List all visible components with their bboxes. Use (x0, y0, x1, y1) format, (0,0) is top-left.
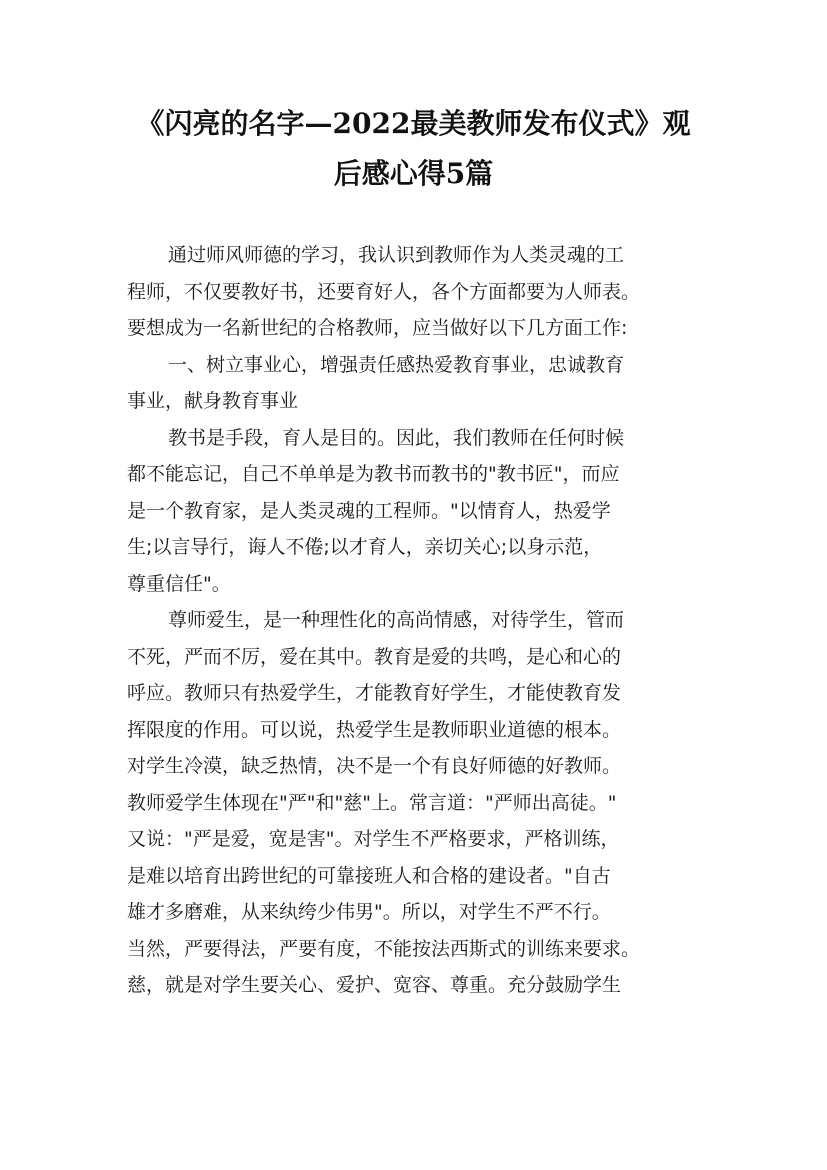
title-line-1: 《闪亮的名字—2022最美教师发布仪式》观 (136, 107, 691, 140)
body-text-line: 呼应。教师只有热爱学生，才能教育好学生，才能使教育发 (127, 682, 622, 704)
body-text-line: 生;以言导行，诲人不倦;以才育人，亲切关心;以身示范， (127, 536, 603, 558)
body-text-line: 挥限度的作用。可以说，热爱学生是教师职业道德的根本。 (127, 718, 622, 741)
body-text-line: 尊师爱生，是一种理性化的高尚情感，对待学生，管而 (168, 609, 625, 631)
body-text-line: 通过师风师德的学习，我认识到教师作为人类灵魂的工 (168, 244, 625, 266)
title-line-2: 后感心得5篇 (333, 157, 494, 190)
body-text-line: 要想成为一名新世纪的合格教师，应当做好以下几方面工作: (127, 317, 628, 339)
body-text-line: 教书是手段，育人是目的。因此，我们教师在任何时候 (168, 426, 625, 449)
body-text-line: 教师爱学生体现在"严"和"慈"上。常言道："严师出高徒。" (127, 791, 617, 814)
body-text-line: 程师，不仅要教好书，还要育好人，各个方面都要为人师表。 (127, 280, 641, 303)
body-text-line: 事业，献身教育事业 (127, 390, 299, 412)
body-text-line: 当然，严要得法，严要有度，不能按法西斯式的训练来要求。 (127, 937, 641, 960)
body-text-line: 尊重信任"。 (127, 572, 231, 595)
body-text-line: 又说："严是爱，宽是害"。对学生不严格要求，严格训练， (127, 828, 620, 850)
body-text-line: 是一个教育家，是人类灵魂的工程师。"以情育人，热爱学 (127, 499, 611, 522)
body-text-line: 慈，就是对学生要关心、爱护、宽容、尊重。充分鼓励学生 (127, 974, 622, 996)
document-body (127, 237, 707, 1004)
body-text-line: 对学生冷漠，缺乏热情，决不是一个有良好师德的好教师。 (127, 755, 622, 777)
body-text-line: 一、树立事业心，增强责任感热爱教育事业，忠诚教育 (168, 353, 625, 376)
body-text-line: 雄才多磨难，从来纨绔少伟男"。所以，对学生不严不行。 (127, 901, 611, 923)
body-text-line: 是难以培育出跨世纪的可靠接班人和合格的建设者。"自古 (127, 864, 611, 887)
body-text-line: 不死，严而不厉，爱在其中。教育是爱的共鸣，是心和心的 (127, 645, 622, 668)
body-text-line: 都不能忘记，自己不单单是为教书而教书的"教书匠"，而应 (127, 463, 620, 485)
document-title (120, 99, 707, 199)
